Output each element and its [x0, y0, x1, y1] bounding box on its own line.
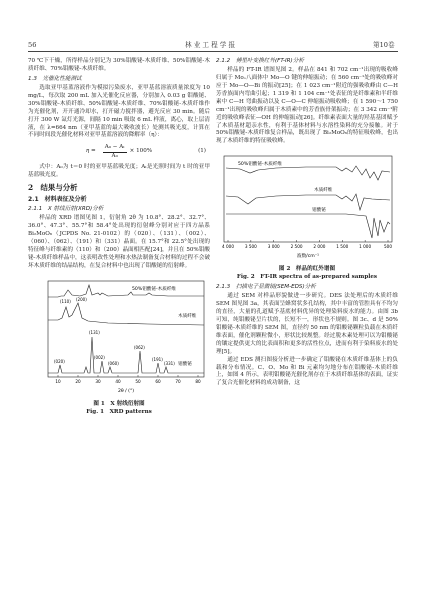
x-tick-label: 70 — [175, 378, 181, 384]
figure-2 — [216, 152, 398, 282]
equation-denominator: A₀ — [111, 152, 118, 159]
peak-label: (002) — [94, 354, 105, 360]
peak-label: (131) — [89, 329, 100, 335]
figure-1 — [28, 277, 210, 417]
equation-tail: × 100% — [129, 148, 153, 155]
figure-caption-en: Fig. 2 FT-IR spectra of as-prepared samples — [236, 274, 378, 281]
section-heading: 1.3 光催化性能测试 — [28, 75, 82, 82]
paragraph: 式中：A₀为 t＝0 时的亚甲基蓝吸光度；Aₜ是光照时间为 t 时的亚甲基蓝吸光度。 — [28, 164, 210, 179]
x-tick-label: 20 — [75, 378, 81, 384]
legend-composite: 50%钼酸铋-木质纤维 — [238, 162, 283, 168]
subsubsection-heading: 2.1.2 傅里叶变换红外(FT-IR)分析 — [216, 58, 304, 64]
x-tick-label: 1 000 — [359, 244, 372, 250]
series-line-fiber — [226, 194, 390, 210]
x-tick-label: 2 500 — [290, 244, 303, 250]
paragraph: 样品的 XRD 谱图见图 1，衍射角 2θ 为 10.8°、28.2°、32.7°、36.0°、47.3°、55.7°和 58.4°处出现的衍射峰分别对应于四方晶系 Bi₂MoO₆（JCPDS No. 21-0102）的（020）、（131）、（002）、（060）、（062）、（191）和（331）晶面。在 15.7°和 22.5°处出现的特征峰与纤维素的（110）和（200）晶面相匹配[24]，并且在 50%钼酸铋-木质纤维样品中，这表明改性处理和水热法制备复合材料的过程不会破坏木质纤维的结晶结构，在复合材料中也出现了钼酸铋的衍射峰。 — [28, 215, 210, 269]
paragraph: 通过 SEM 对样品形貌做进一步研究。DES 法处理后的木质纤维 SEM 图见图 3a，其表面呈蜂窝状多孔结构，其中丰富的管腔具有不均匀的直径，大量的孔道赋予基底材料优异的处理染料废水的能力。由图 3b 可知，纯钼酸铋呈片状的，长短不一，形状也不规则。图 3c、d 是 50%钼酸铋-木质纤维的 SEM 图，直径约 50 nm 的钼酸铋颗粒负载在木质纤维表面，催化剂颗粒微小，形状比较规整。经过脱木素处理可以为钼酸铋的镶定提供更大的比表面积和更多的活性位点，进而有利于染料废水的处理[5]。 — [216, 293, 398, 355]
x-tick-label: 3 500 — [244, 244, 257, 250]
peak-label: (062) — [134, 344, 145, 350]
series-line-bmo — [226, 214, 390, 238]
x-tick-label: 40 — [115, 378, 121, 384]
legend-fiber: 木质纤维 — [314, 188, 333, 194]
equation-fraction — [103, 144, 127, 161]
x-tick-label: 30 — [95, 378, 101, 384]
legend-composite: 50%钼酸铋-木质纤维 — [132, 286, 177, 292]
section-heading: 2 结果与分析 — [28, 183, 78, 193]
peak-label: (060) — [108, 360, 119, 366]
plot-frame — [224, 156, 392, 242]
peak-label: (020) — [54, 358, 65, 364]
equation-lhs: η = — [85, 148, 96, 155]
x-axis-ticks — [55, 375, 201, 384]
figure-caption-en: Fig. 1 XRD patterns — [86, 408, 152, 415]
paragraph: 样品的 FT-IR 谱图见图 2。样品在 841 和 702 cm⁻¹出现的吸收峰归属于 Moₒ八面体中 Mo—O 键的伸缩振动；在 560 cm⁻¹处的吸收峰对应于 Mo—O—Bi 的振动[25]；在 1 023 cm⁻¹附近的强吸收峰由 C—H 芳香族面内弯曲引起；1 319 和 1 104 cm⁻¹处表征的是纤维素和半纤维素中 C—H 弯曲振动以及 C—O—C 伸缩振动吸收峰；在 1 590～1 750 cm⁻¹出现的吸收峰归属于木质素中的芳香族骨架振动；在 3 342 cm⁻¹附近的吸收峰表征—OH 的伸缩振动[26]。纤维素表面大量的羟基基团赋予了木质基材超亲水性，有利于基体材料与水溶性染料的充分接触。对于 50%钼酸铋-木质纤维复合样品，既出现了 Bi₂MoO₆的特征吸收峰，也出现了木质纤维的特征吸收峰。 — [216, 66, 398, 145]
paragraph: 70 ℃下干燥，所得样品分别记为 30%钼酸铋-木质纤维、50%钼酸铋-木质纤维、70%钼酸铋-木质纤维。 — [28, 58, 210, 72]
header-rule — [28, 51, 398, 52]
series-line-composite — [226, 166, 390, 180]
x-tick-label: 10 — [55, 378, 61, 384]
legend-fiber: 木质纤维 — [178, 313, 197, 319]
legend-bmo: 钼酸铋 — [312, 208, 326, 214]
peak-label: (200) — [76, 296, 87, 302]
equation-numerator: A₀ − Aₜ — [103, 144, 127, 153]
ftir-chart — [216, 152, 398, 260]
legend-bmo: 钼酸铋 — [178, 361, 192, 367]
paragraph: 通过 EDS 测扫图接分析进一步确定了钼酸铋在木质纤维基体上的负载和分布情况。C、O、Mo 和 Bi 元素均匀地分布在钼酸铋-木质纤维上，如图 4 所示，表明钼酸铋光催化剂存在于木质纤维基体的表面，证实了复合光催化材料的成功制备，这 — [216, 356, 398, 387]
equation — [28, 143, 210, 161]
subsubsection-heading: 2.1.3 扫描电子显微镜(SEM-EDS)分析 — [216, 284, 316, 291]
x-tick-label: 50 — [135, 378, 141, 384]
x-tick-label: 500 — [384, 244, 392, 250]
series-line-composite — [48, 285, 204, 297]
paragraph: 选取亚甲基蓝溶液作为模拟污染废水，亚甲基蓝溶液质量浓度为 10 mg/L，每次取 200 mL 加入光催化反应器，分别加入 0.03 g 钼酸铋、30%钼酸铋-木质纤维、50%钼酸铋-木质纤维、70%钼酸铋-木质纤维作为光催化剂，开开通冷却水，打开磁力搅拌器，避光反应 30 min。随后打开 300 W 氙灯光源，间隔 10 min 吸取 6 mL 样液，离心，取上层清液，在 λ=664 nm（亚甲基蓝的最大吸收波长）处测其吸光度，计算在不同时间段光催化材料对亚甲基蓝溶液的降解率（η）： — [28, 84, 210, 139]
peak-label: (191) — [152, 356, 163, 362]
subsection-heading: 2.1 材料表征及分析 — [28, 195, 87, 203]
subsubsection-heading: 2.1.1 X 射线衍射(XRD)分析 — [28, 206, 104, 213]
xrd-chart — [28, 277, 210, 395]
x-tick-label: 4 000 — [222, 244, 234, 250]
left-column — [28, 58, 210, 417]
x-tick-label: 2 000 — [313, 244, 326, 250]
x-axis-ticks — [222, 240, 392, 249]
x-tick-label: 3 000 — [267, 244, 280, 250]
x-axis-label: 2θ / (°) — [117, 388, 135, 394]
figure-caption-cn: 图 1 X 射线衍射图 — [93, 400, 145, 407]
x-tick-label: 1 500 — [336, 244, 349, 250]
peak-label: (331) — [164, 360, 175, 366]
x-tick-label: 80 — [195, 378, 201, 384]
journal-title: 林 业 工 程 学 报 — [185, 41, 236, 49]
peak-label: (110) — [60, 298, 71, 304]
right-column — [216, 58, 398, 388]
page-number: 56 — [28, 41, 37, 49]
x-axis-label: 波数/cm⁻¹ — [296, 254, 320, 260]
volume-label: 第10卷 — [373, 41, 395, 49]
x-tick-label: 60 — [155, 378, 161, 384]
series-line-bmo — [48, 337, 204, 373]
figure-caption-cn: 图 2 样品的红外谱图 — [278, 266, 336, 273]
equation-number: (1) — [198, 148, 206, 155]
